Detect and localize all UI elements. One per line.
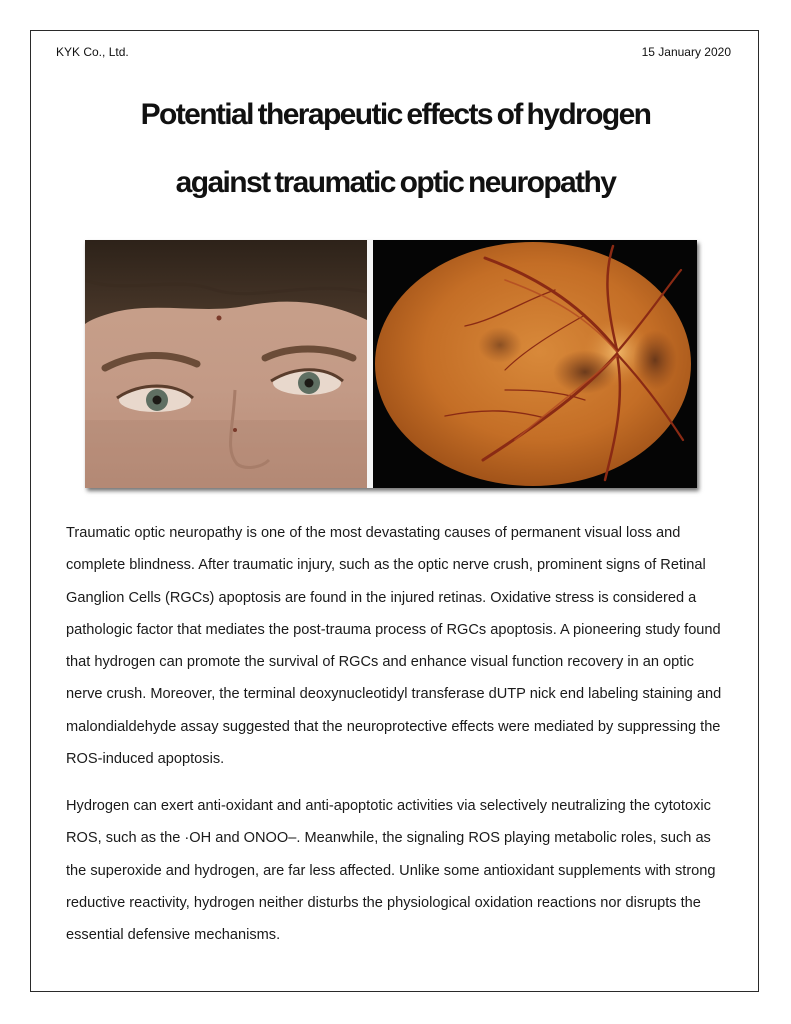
title-line-2: against traumatic optic neuropathy <box>175 166 616 199</box>
figure-image-pair <box>85 240 697 488</box>
body-paragraph-1: Traumatic optic neuropathy is one of the most devastating causes of permanent visual loss and complete blindness. After traumatic injury, such as the optic nerve crush, prominent signs of Retinal Ganglion Cells (RGCs) apoptosis are found in the injured retinas. Oxidative stress is considered a pathologic factor that mediates the post-trauma process of RGCs apoptosis. A pioneering study found that hydrogen can promote the survival of RGCs and enhance visual function recovery in an optic nerve crush. Moreover, the terminal deoxynucleotidyl transferase dUTP nick end labeling staining and malondialdehyde assay suggested that the neuroprotective effects were mediated by suppressing the ROS-induced apoptosis. <box>66 525 722 768</box>
company-name: KYK Co., Ltd. <box>56 45 129 59</box>
body-paragraph-2: Hydrogen can exert anti-oxidant and anti-apoptotic activities via selectively neutralizing the cytotoxic ROS, such as the ·OH and ONOO–. Meanwhile, the signaling ROS playing metabolic roles, such as the superoxide and hydrogen, are far less affected. Unlike some antioxidant supplements with strong reductive reactivity, hydrogen neither disturbs the physiological oxidation reactions nor disrupts the essential defensive mechanisms. <box>66 798 716 944</box>
title-line-1: Potential therapeutic effects of hydrogen <box>140 98 651 131</box>
face-photo <box>85 240 367 488</box>
document-date: 15 January 2020 <box>641 45 731 59</box>
retina-fundus-photo <box>373 240 697 488</box>
